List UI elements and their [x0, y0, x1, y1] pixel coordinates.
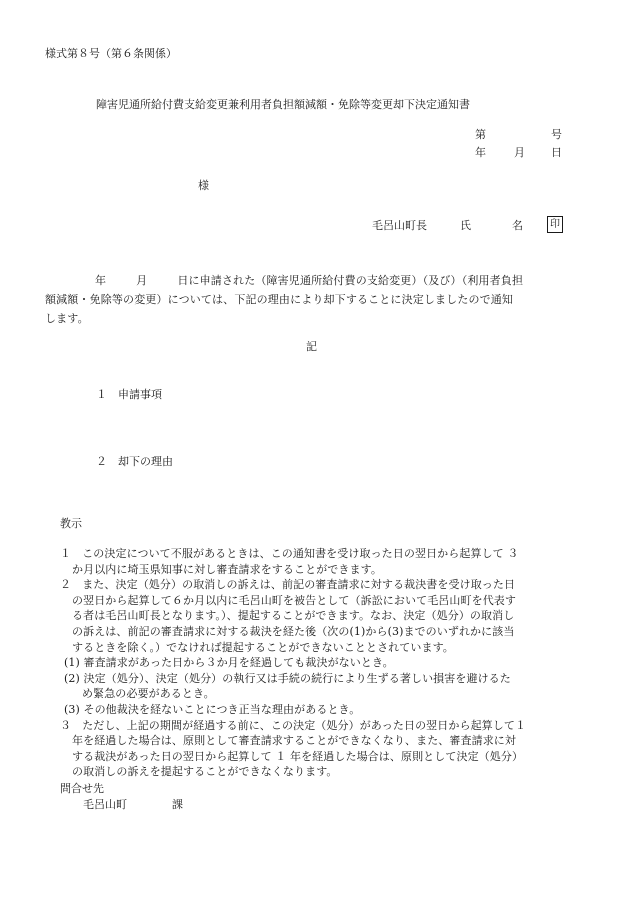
- notice-line: ３ ただし、上記の期間が経過する前に、この決定（処分）があった日の翌日から起算して１: [60, 718, 527, 732]
- body-text-line2: 額減額・免除等の変更）については、下記の理由により却下することに決定しましたので通知: [45, 293, 514, 306]
- addressee-honorific: 様: [198, 179, 209, 192]
- item-rejection-reason: ２ 却下の理由: [96, 455, 173, 468]
- notice-line: の訴えは、前記の審査請求に対する裁決を経た後（次の(1)から(3)までのいずれかに該当: [72, 624, 515, 638]
- issuer-title: 毛呂山町長: [372, 219, 427, 232]
- contact-label: 問合せ先: [60, 782, 104, 795]
- notice-line: る者は毛呂山町長となります。）、提起することができます。なお、決定（処分）の取消し: [72, 609, 515, 623]
- issuer-name-placeholder-1: 氏: [460, 219, 471, 232]
- notice-line: め緊急の必要があるとき。: [82, 687, 215, 701]
- body-month: 月: [136, 274, 148, 287]
- notice-line: (2) 決定（処分）、決定（処分）の執行又は手続の続行により生ずる著しい損害を避けるた: [64, 671, 511, 685]
- notice-line: ２ また、決定（処分）の取消しの訴えは、前記の審査請求に対する裁決書を受け取った日: [60, 578, 516, 592]
- notice-line: (1) 審査請求があった日から３か月を経過しても裁決がないとき。: [64, 656, 394, 670]
- document-number-suffix: 号: [551, 128, 562, 141]
- body-year: 年: [95, 274, 107, 287]
- notice-line: の取消しの訴えを提起することができなくなります。: [72, 765, 338, 779]
- appeal-notice: [60, 546, 580, 780]
- document-title: 障害児通所給付費支給変更兼利用者負担額減額・免除等変更却下決定通知書: [96, 98, 470, 111]
- document-number-label: 第: [475, 128, 486, 141]
- body-text-line3: します。: [45, 312, 89, 325]
- form-number: 様式第８号（第６条関係）: [45, 47, 177, 60]
- notice-line: か月以内に埼玉県知事に対し審査請求をすることができます。: [72, 562, 382, 576]
- date-month: 月: [514, 146, 525, 159]
- issuer-name-placeholder-2: 名: [512, 219, 523, 232]
- body-text-line1: 日に申請された（障害児通所給付費の支給変更）（及び）（利用者負担: [177, 274, 524, 287]
- item-application: １ 申請事項: [96, 388, 162, 401]
- notice-line: 年を経過した場合は、原則として審査請求することができなくなり、また、審査請求に対: [72, 734, 516, 748]
- kyoji-heading: 教示: [60, 517, 82, 530]
- notice-line: する裁決があった日の翌日から起算して １ 年を経過した場合は、原則として決定（処分）: [72, 749, 524, 763]
- date-day: 日: [551, 146, 562, 159]
- notice-line: の翌日から起算して６か月以内に毛呂山町を被告として（訴訟において毛呂山町を代表す: [72, 593, 516, 607]
- date-year: 年: [475, 146, 486, 159]
- ki-heading: 記: [306, 340, 317, 353]
- body-paragraph: [45, 271, 590, 328]
- seal-mark: 印: [547, 216, 563, 233]
- notice-line: (3) その他裁決を経ないことにつき正当な理由があるとき。: [64, 702, 361, 716]
- contact-town: 毛呂山町: [83, 798, 127, 811]
- notice-line: １ この決定について不服があるときは、この通知書を受け取った日の翌日から起算して ３: [60, 547, 519, 560]
- contact-department: 課: [172, 798, 183, 811]
- notice-line: するときを除く。）でなければ提起することができないこととされています。: [72, 640, 454, 654]
